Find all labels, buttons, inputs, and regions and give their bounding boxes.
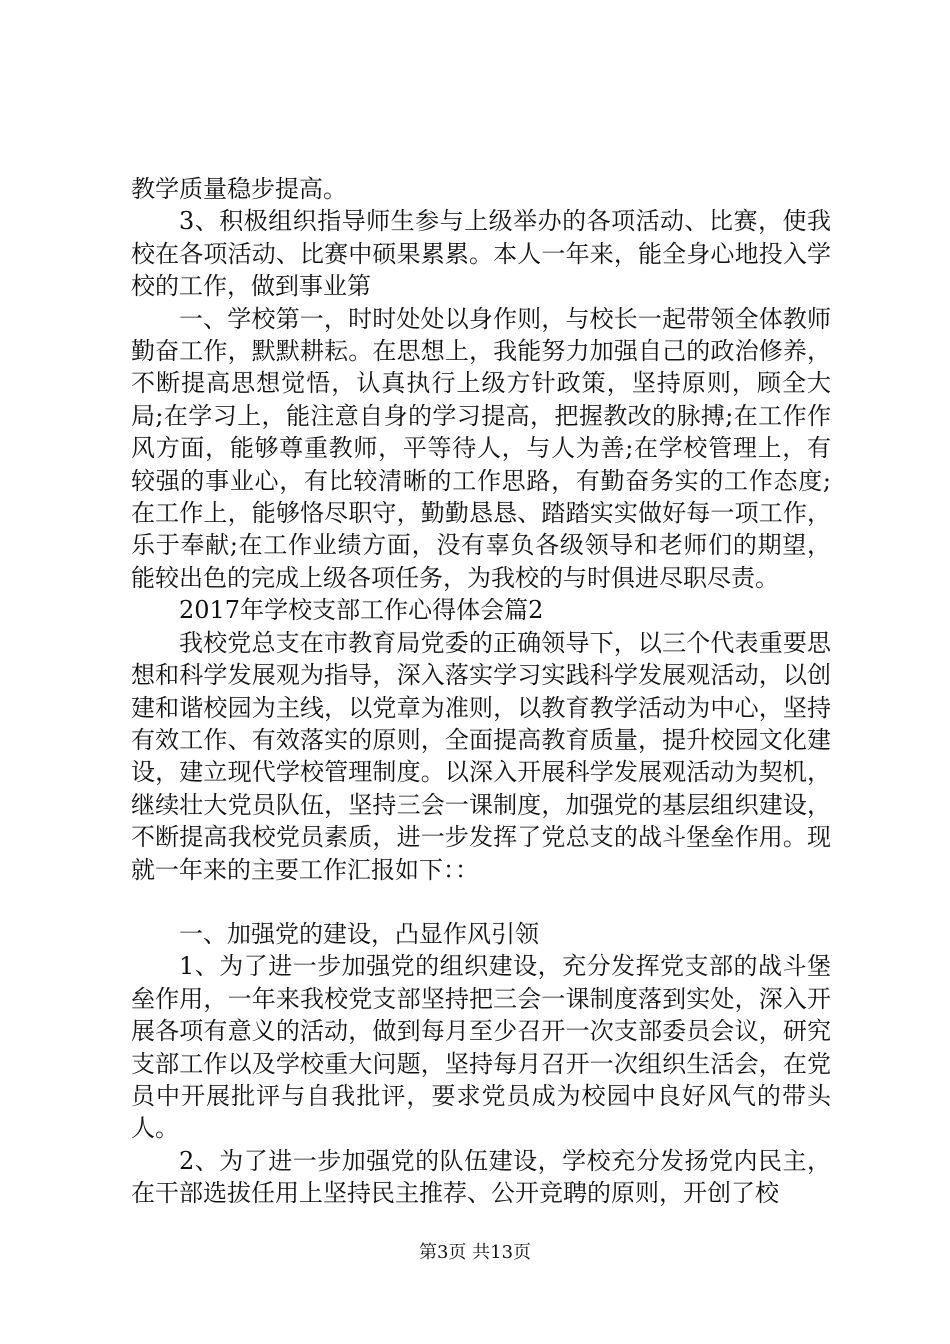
paragraph-intro: 我校党总支在市教育局党委的正确领导下，以三个代表重要思想和科学发展观为指导，深入落实学习实践科学发展观活动，以创建和谐校园为主线，以党章为准则，以教育教学活动为中心，坚持有效工作、有效落实的原则，全面提高教育质量，提升校园文化建设，建立现代学校管理制度。以深入开展科学发展观活动为契机，继续壮大党员队伍，坚持三会一课制度，加强党的基层组织建设，不断提高我校党员素质，进一步发挥了党总支的战斗堡垒作用。现就一年来的主要工作汇报如下：：	[131, 628, 831, 884]
subsection-heading: 一、加强党的建设，凸显作风引领	[179, 919, 539, 948]
page-footer	[0, 1242, 950, 1264]
document-body	[131, 173, 831, 1210]
paragraph-item-3: 3、积极组织指导师生参与上级举办的各项活动、比赛，使我校在各项活动、比赛中硕果累累。本人一年来，能全身心地投入学校的工作，做到事业第	[131, 207, 831, 301]
section-title: 2017年学校支部工作心得体会篇2	[179, 596, 544, 625]
paragraph-item-1: 1、为了进一步加强党的组织建设，充分发挥党支部的战斗堡垒作用，一年来我校党支部坚持把三会一课制度落到实处，深入开展各项有意义的活动，做到每月至少召开一次支部委员会议，研究支部工作以及学校重大问题，坚持每月召开一次组织生活会，在党员中开展批评与自我批评，要求党员成为校园中良好风气的带头人。	[131, 952, 831, 1143]
paragraph-gap	[131, 886, 831, 918]
page-number-label: 第3页 共13页	[418, 1242, 532, 1263]
paragraph-continuation: 教学质量稳步提高。	[131, 175, 347, 203]
paragraph-item-2: 2、为了进一步加强党的队伍建设，学校充分发扬党内民主，在干部选拔任用上坚持民主推荐、公开竞聘的原则，开创了校	[131, 1146, 831, 1208]
paragraph-school-first: 一、学校第一，时时处处以身作则，与校长一起带领全体教师勤奋工作，默默耕耘。在思想上，我能努力加强自己的政治修养，不断提高思想觉悟，认真执行上级方针政策，坚持原则，顾全大局;在学习上，能注意自身的学习提高，把握教改的脉搏;在工作作风方面，能够尊重教师，平等待人，与人为善;在学校管理上，有较强的事业心，有比较清晰的工作思路，有勤奋务实的工作态度;在工作上，能够恪尽职守，勤勤恳恳、踏踏实实做好每一项工作，乐于奉献;在工作业绩方面，没有辜负各级领导和老师们的期望，能较出色的完成上级各项任务，为我校的与时俱进尽职尽责。	[131, 304, 831, 592]
